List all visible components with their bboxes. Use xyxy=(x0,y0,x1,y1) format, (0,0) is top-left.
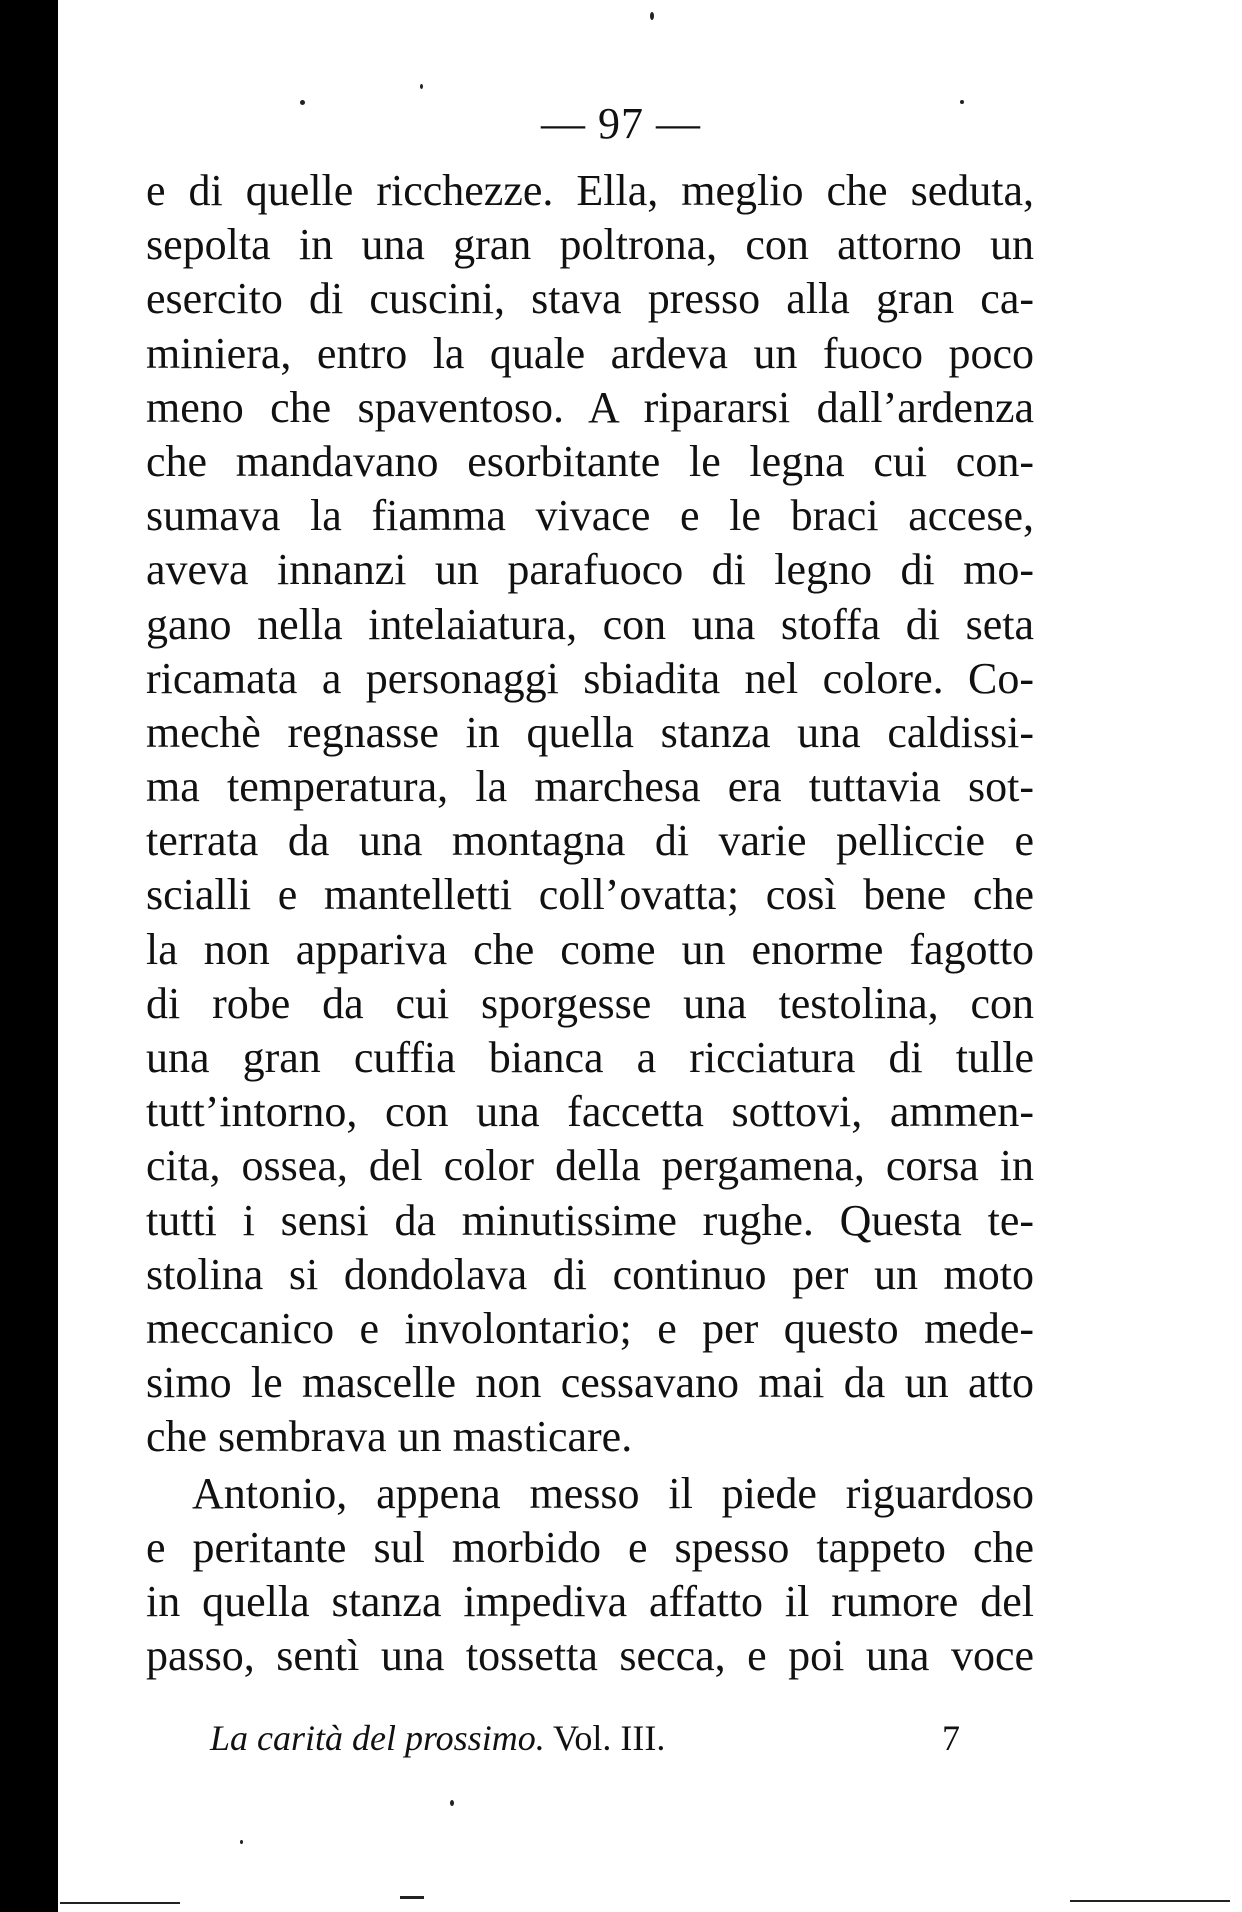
scan-speck xyxy=(420,84,423,89)
text-line: tutti i sensi da minutissime rughe. Questa te- xyxy=(146,1195,1034,1245)
text-line: ricamata a personaggi sbiadita nel colore. Co- xyxy=(146,653,1034,703)
paragraph-2 xyxy=(146,1467,1034,1684)
text-line: che sembrava un masticare. xyxy=(146,1412,633,1462)
scan-speck xyxy=(650,12,654,20)
footer-title: La carità del prossimo. xyxy=(210,1718,545,1758)
body-text xyxy=(146,164,1034,1683)
paragraph-1 xyxy=(146,164,1034,1465)
text-line: sumava la fiamma vivace e le braci accese, xyxy=(146,491,1034,541)
text-line: esercito di cuscini, stava presso alla gran ca- xyxy=(146,274,1034,324)
text-line: gano nella intelaiatura, con una stoffa di seta xyxy=(146,599,1034,649)
scan-rule xyxy=(60,1902,180,1904)
text-line: passo, sentì una tossetta secca, e poi una voce xyxy=(146,1631,1034,1681)
text-line: scialli e mantelletti coll’ovatta; così bene che xyxy=(146,870,1034,920)
text-line: una gran cuffia bianca a ricciatura di tulle xyxy=(146,1033,1034,1082)
scan-rule xyxy=(400,1896,424,1899)
binding-edge xyxy=(0,0,58,1912)
text-line: Antonio, appena messo il piede riguardoso xyxy=(192,1468,1034,1518)
page-number: — 97 — xyxy=(541,99,701,148)
scan-speck xyxy=(450,1800,454,1806)
scan-speck xyxy=(960,100,964,104)
text-line: la non appariva che come un enorme fagotto xyxy=(146,924,1034,974)
text-line: ma temperatura, la marchesa era tuttavia sot- xyxy=(146,762,1034,812)
text-line: aveva innanzi un parafuoco di legno di mo- xyxy=(146,545,1034,595)
text-line: terrata da una montagna di varie pelliccie e xyxy=(146,816,1034,866)
text-line: tutt’intorno, con una faccetta sottovi, ammen- xyxy=(146,1087,1034,1137)
text-line: e di quelle ricchezze. Ella, meglio che seduta, xyxy=(146,166,1034,215)
text-line: miniera, entro la quale ardeva un fuoco poco xyxy=(146,328,1034,378)
text-line: di robe da cui sporgesse una testolina, con xyxy=(146,978,1034,1028)
footer-volume: Vol. III. xyxy=(553,1718,666,1758)
text-line: stolina si dondolava di continuo per un moto xyxy=(146,1249,1034,1299)
text-line: mechè regnasse in quella stanza una caldissi- xyxy=(146,707,1034,757)
footer xyxy=(210,1716,970,1760)
text-line: simo le mascelle non cessavano mai da un atto xyxy=(146,1358,1034,1408)
text-line: meno che spaventoso. A ripararsi dall’ardenza xyxy=(146,382,1034,432)
text-line: in quella stanza impediva affatto il rumore del xyxy=(146,1576,1034,1626)
signature-mark: 7 xyxy=(942,1718,960,1758)
text-line: meccanico e involontario; e per questo mede- xyxy=(146,1303,1034,1353)
text-line: e peritante sul morbido e spesso tappeto che xyxy=(146,1522,1034,1572)
scan-speck xyxy=(300,100,305,105)
scan-speck xyxy=(240,1840,243,1844)
text-line: cita, ossea, del color della pergamena, corsa in xyxy=(146,1141,1034,1191)
text-line: sepolta in una gran poltrona, con attorno un xyxy=(146,220,1034,270)
scan-rule xyxy=(1070,1900,1230,1902)
text-line: che mandavano esorbitante le legna cui con- xyxy=(146,436,1034,486)
